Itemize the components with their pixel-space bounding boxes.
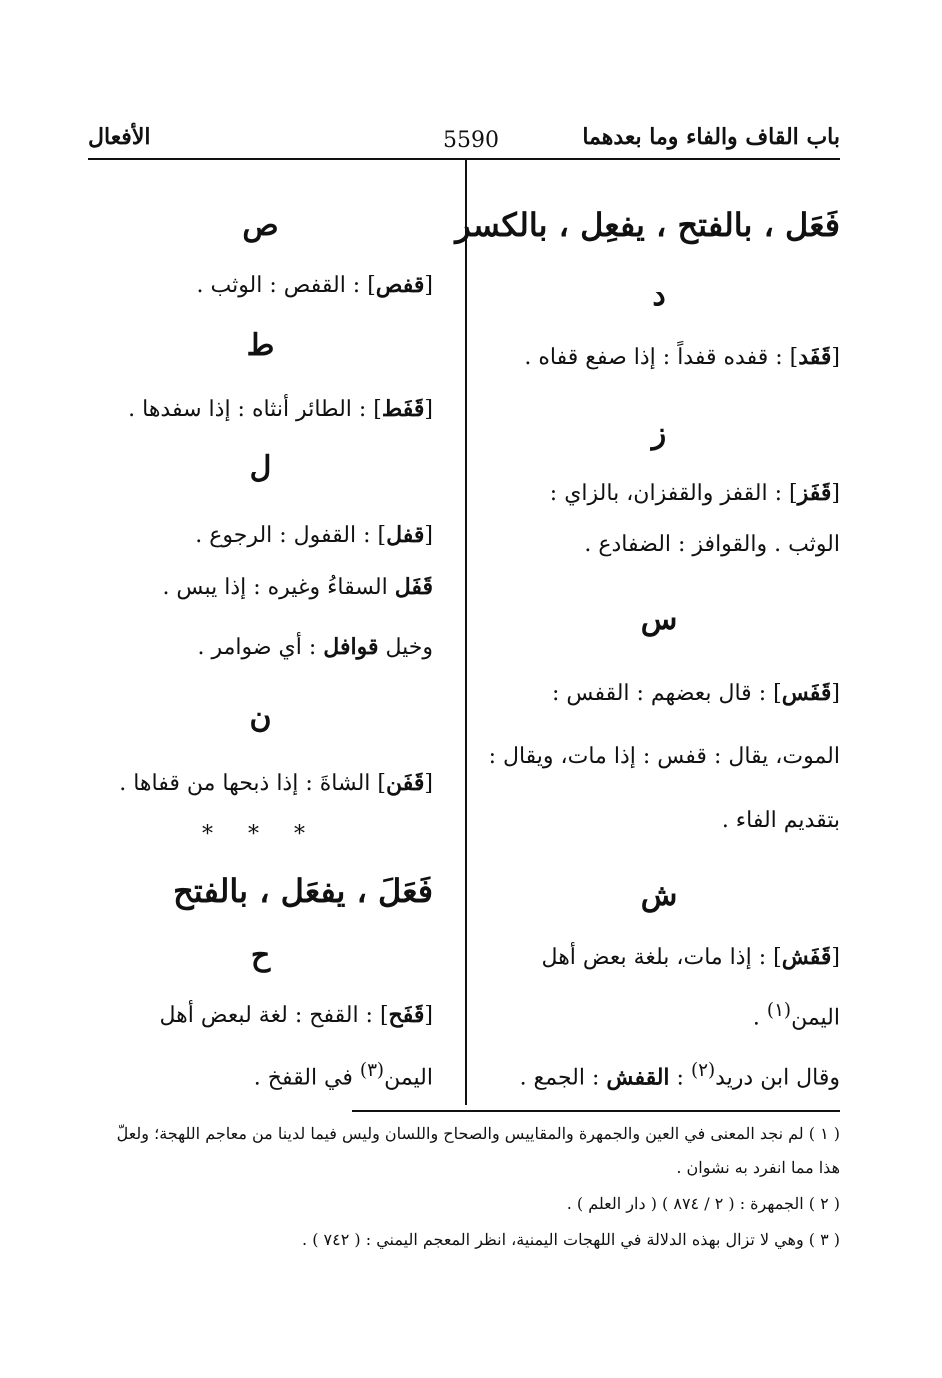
entry-text: : الجمع . <box>519 1065 607 1091</box>
footnote-ref-1: (١) <box>766 1000 792 1021</box>
entry-text: وقال ابن دريد <box>715 1065 840 1091</box>
entry-term: قفص <box>375 272 425 298</box>
entry-text: : <box>669 1065 691 1091</box>
entry-qafs: [قَفَس] : قال بعضهم : القفس : <box>551 680 840 706</box>
entry-qafal-line3 <box>88 634 433 660</box>
entry-qafs-line3: بتقديم الفاء . <box>721 808 840 833</box>
entry-term: قَفَل <box>394 574 433 600</box>
letter-heading-h: ح <box>250 938 271 973</box>
section-heading-2: فَعَلَ ، يفعَل ، بالفتح <box>173 872 433 910</box>
column-divider <box>465 160 467 1105</box>
letter-heading-sh: ش <box>640 878 678 913</box>
entry-definition: : إذا مات، بلغة بعض أهل <box>541 945 774 970</box>
entry-text: في القفخ . <box>253 1065 360 1091</box>
entry-text: وخيل <box>378 635 433 660</box>
entry-definition: : قال بعضهم : القفس : <box>551 681 774 706</box>
entry-term: القفش <box>606 1064 670 1091</box>
entry-qafz: [قَفَز] : القفز والقفزان، بالزاي : <box>549 480 840 506</box>
footnote-3: ( ٣ ) وهي لا تزال بهذه الدلالة في اللهجات اليمنية، انظر المعجم اليمني : ( ٧٤٢ ) . <box>302 1230 840 1249</box>
entry-definition: : القفص : الوثب . <box>196 273 368 298</box>
entry-term: قوافل <box>323 634 379 660</box>
entry-qafash: [قَفَش] : إذا مات، بلغة بعض أهل <box>541 944 840 970</box>
entry-qafat: [قَفَط] : الطائر أنثاه : إذا سفدها . <box>128 396 433 422</box>
entry-qafal-line2 <box>88 574 433 600</box>
entry-definition: : القفح : لغة لبعض أهل <box>159 1003 380 1028</box>
entry-term: قَفَز <box>797 480 832 506</box>
entry-text: اليمن <box>791 1005 840 1031</box>
entry-qafan: [قَفَن] الشاةَ : إذا ذبحها من قفاها . <box>119 770 433 796</box>
header-rule <box>88 158 840 160</box>
letter-heading-n: ن <box>249 700 272 735</box>
letter-heading-sad: ص <box>242 208 279 243</box>
footnote-ref-3: (٣) <box>359 1060 385 1081</box>
page-number: 5590 <box>443 128 499 153</box>
entry-term: قَفَش <box>781 944 832 970</box>
entry-qafz-line2: الوثب . والقوافز : الضفادع . <box>584 532 840 557</box>
entry-qafash-line2: اليمن$^{(١)}$ . <box>752 1000 840 1031</box>
footnote-1-cont: هذا مما انفرد به نشوان . <box>676 1158 840 1177</box>
footnote-2: ( ٢ ) الجمهرة : ( ٢ / ٨٧٤ ) ( دار العلم ) . <box>566 1194 840 1213</box>
entry-qafah: [قَفَح] : القفح : لغة لبعض أهل <box>159 1002 433 1028</box>
letter-heading-z: ز <box>651 416 667 451</box>
letter-heading-s: س <box>640 602 678 637</box>
entry-qafal: [قفل] : القفول : الرجوع . <box>195 522 433 548</box>
entry-term: قَفَس <box>781 680 832 706</box>
entry-qafah-line2 <box>88 1060 433 1090</box>
entry-text: السقاءُ وغيره : إذا يبس . <box>162 575 395 600</box>
entry-text: اليمن <box>384 1065 433 1091</box>
letter-heading-ta: ط <box>246 328 275 363</box>
entry-qafash-line3 <box>478 1060 840 1090</box>
entry-qafd: [قَفَد] : قفده قفداً : إذا صفع قفاه . <box>524 344 840 370</box>
entry-definition: الشاةَ : إذا ذبحها من قفاها . <box>119 771 378 796</box>
footnote-1: ( ١ ) لم نجد المعنى في العين والجمهرة والمقاييس والصحاح واللسان وليس فيما لدينا من معاجم اللهجة؛ ولعلّ <box>116 1124 840 1143</box>
chapter-title: باب القاف والفاء وما بعدهما <box>582 124 840 150</box>
entry-term: قفل <box>386 522 425 548</box>
entry-qafas: [قفص] : القفص : الوثب . <box>196 272 433 298</box>
entry-definition: : الطائر أنثاه : إذا سفدها . <box>128 397 374 422</box>
entry-definition: : القفز والقفزان، بالزاي : <box>549 481 790 506</box>
letter-heading-d: د <box>652 278 666 313</box>
section-title: الأفعال <box>88 124 151 150</box>
entry-term: قَفَح <box>388 1002 425 1028</box>
section-heading: فَعَل ، بالفتح ، يفعِل ، بالكسر <box>455 206 840 244</box>
footnote-ref-2: (٢) <box>690 1060 716 1081</box>
section-separator: * * * <box>202 822 319 847</box>
entry-definition: : القفول : الرجوع . <box>195 523 378 548</box>
entry-text: : أي ضوامر . <box>197 635 324 660</box>
letter-heading-l: ل <box>249 450 272 485</box>
entry-term: قَفَد <box>798 344 832 370</box>
entry-term: قَفَط <box>381 396 425 422</box>
entry-definition: : قفده قفداً : إذا صفع قفاه . <box>524 345 790 370</box>
entry-term: قَفَن <box>386 770 425 796</box>
entry-qafs-line2: الموت، يقال : قفس : إذا مات، ويقال : <box>488 744 840 769</box>
footnote-rule <box>352 1110 840 1112</box>
